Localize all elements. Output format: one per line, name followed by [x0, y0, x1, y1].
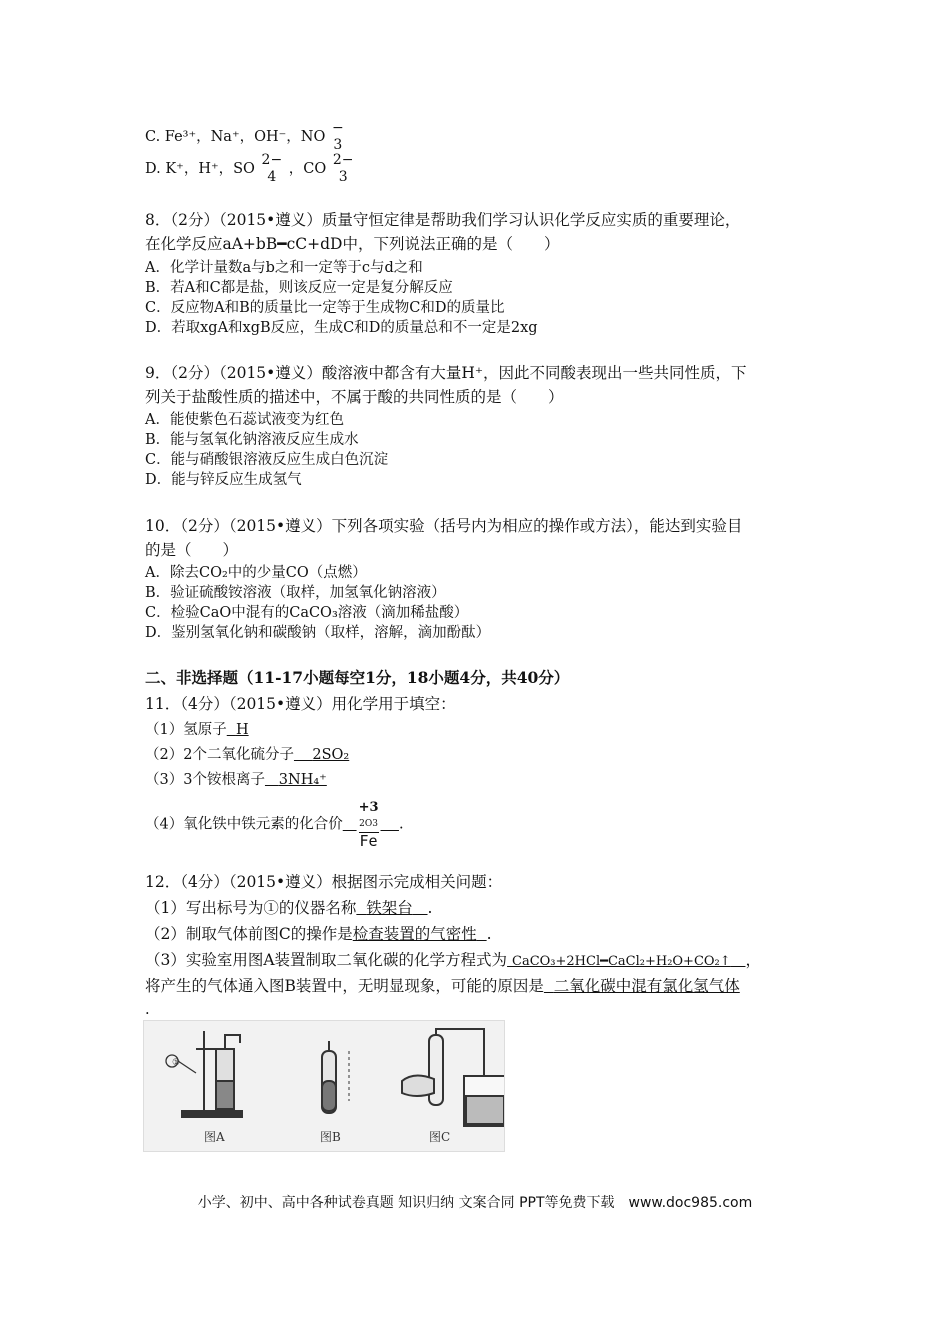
ion-list: ，CO [288, 161, 327, 177]
q11-item-2: （2）2个二氧化硫分子 2SO₂ [145, 747, 350, 763]
q8-option-a: A．化学计量数a与b之和一定等于c与d之和 [145, 260, 423, 276]
q8-stem: 在化学反应aA+bB━cC+dD中，下列说法正确的是（ ） [145, 235, 560, 253]
answer-blank: H [235, 722, 249, 738]
answer-blank: CaCO₃+2HCl━CaCl₂+H₂O+CO₂↑ [512, 954, 731, 969]
q10-stem: 的是（ ） [145, 541, 239, 559]
q12-item-1: （1）写出标号为①的仪器名称 铁架台 . [145, 899, 433, 917]
q8-heading: 8．（2分）（2015•遵义）质量守恒定律是帮助我们学习认识化学反应实质的重要理论， [145, 211, 741, 229]
lab-apparatus-figure [143, 1020, 505, 1152]
q10-option-c: C．检验CaO中混有的CaCO₃溶液（滴加稀盐酸） [145, 605, 469, 621]
answer-blank: 二氧化碳中混有氯化氢气体 [553, 977, 740, 995]
q9-option-a: A．能使紫色石蕊试液变为红色 [145, 412, 344, 428]
label-figure-c: 图C [429, 1130, 451, 1144]
q11-item-4: （4）氧化铁中铁元素的化合价 +3 2O3 Fe . [145, 800, 404, 850]
q11-heading: 11．（4分）（2015•遵义）用化学用于填空： [145, 695, 456, 713]
q11-item-1: （1）氢原子 H [145, 722, 249, 738]
ion-list: Fe³⁺，Na⁺，OH⁻，NO [164, 129, 326, 145]
figure-a-apparatus [166, 1031, 242, 1117]
valence-notation: +3 2O3 Fe [358, 800, 379, 850]
apparatus-drawing [144, 1021, 504, 1151]
q8-option-c: C．反应物A和B的质量比一定等于生成物C和D的质量比 [145, 300, 505, 316]
q10-heading: 10．（2分）（2015•遵义）下列各项实验（括号内为相应的操作或方法），能达到实验目 [145, 517, 743, 535]
q10-option-a: A．除去CO₂中的少量CO（点燃） [145, 565, 367, 581]
q9-stem: 列关于盐酸性质的描述中，不属于酸的共同性质的是（ ） [145, 388, 564, 406]
q9-heading: 9．（2分）（2015•遵义）酸溶液中都含有大量H⁺，因此不同酸表现出一些共同性质，下 [145, 364, 747, 382]
q12-item-3-end: . [145, 1002, 150, 1018]
q12-item-3-cont: 将产生的气体通入图B装置中，无明显现象，可能的原因是 二氧化碳中混有氯化氢气体 [145, 977, 740, 995]
q10-option-b: B．验证硫酸铵溶液（取样，加氢氧化钠溶液） [145, 585, 446, 601]
q9-option-d: D．能与锌反应生成氢气 [145, 472, 302, 488]
answer-blank: 2SO₂ [312, 747, 350, 763]
marker-circled-1: ① [172, 1058, 181, 1068]
answer-blank [343, 817, 357, 833]
q12-item-2: （2）制取气体前图C的操作是检查装置的气密性 . [145, 925, 492, 943]
figure-b-apparatus [322, 1041, 349, 1113]
charge-fraction: 2− 4 [261, 152, 283, 185]
q7-option-c [145, 120, 346, 154]
ion-list: K⁺，H⁺，SO [165, 161, 255, 177]
label-figure-b: 图B [320, 1130, 341, 1144]
answer-blank: 3NH₄⁺ [278, 772, 327, 788]
q12-item-3: （3）实验室用图A装置制取二氧化碳的化学方程式为 CaCO₃+2HCl━CaCl₂+H₂O+CO₂↑ ， [145, 951, 761, 969]
label-figure-a: 图A [204, 1130, 225, 1144]
charge-fraction: − 3 [331, 120, 344, 153]
section-title: 二、非选择题（11-17小题每空1分，18小题4分，共40分） [145, 668, 570, 687]
option-label: D. [145, 161, 161, 177]
q9-option-c: C．能与硝酸银溶液反应生成白色沉淀 [145, 452, 389, 468]
page-footer: 小学、初中、高中各种试卷真题 知识归纳 文案合同 PPT等免费下载 www.doc985.com [197, 1195, 753, 1211]
q11-item-3: （3）3个铵根离子 3NH₄⁺ [145, 772, 327, 788]
q7-option-d [145, 152, 356, 186]
figure-c-apparatus [402, 1029, 504, 1126]
answer-blank: 检查装置的气密性 [352, 925, 477, 943]
q8-option-b: B．若A和C都是盐，则该反应一定是复分解反应 [145, 280, 453, 296]
charge-fraction: 2− 3 [332, 152, 354, 185]
option-label: C. [145, 129, 161, 145]
q8-option-d: D．若取xgA和xgB反应，生成C和D的质量总和不一定是2xg [145, 320, 538, 336]
answer-blank: 铁架台 [366, 899, 413, 917]
q9-option-b: B．能与氢氧化钠溶液反应生成水 [145, 432, 359, 448]
q10-option-d: D．鉴别氢氧化钠和碳酸钠（取样，溶解，滴加酚酞） [145, 625, 491, 641]
q12-heading: 12．（4分）（2015•遵义）根据图示完成相关问题： [145, 873, 503, 891]
